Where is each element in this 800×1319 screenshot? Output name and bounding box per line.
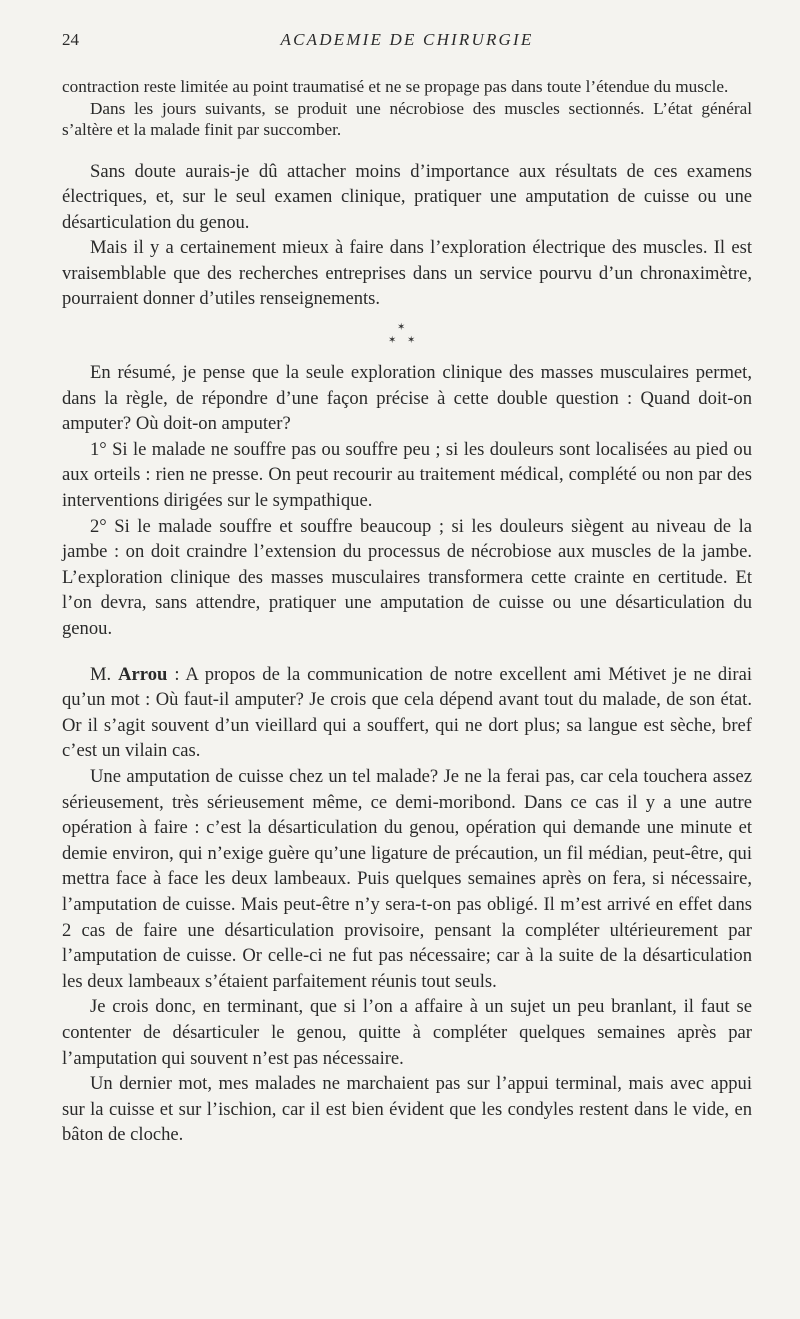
separator-star-top: ✶ [397,322,406,334]
page-body [62,76,752,1148]
separator-star-left: ✶ [388,335,397,347]
paragraph-point-1: 1° Si le malade ne souffre pas ou souffre peu ; si les douleurs sont localisées au pied ou aux orteils : rien ne presse. On peut recourir au traitement médical, complété ou non par des interventions dirigées sur le sympathique. [62,438,752,512]
paragraph-summary: En résumé, je pense que la seule exploration clinique des masses musculaires permet, dans la règle, de répondre d’une façon précise à cette double question : Quand doit-on amputer? Où doit-on amputer? [62,362,752,435]
running-title: ACADEMIE DE CHIRURGIE [280,30,534,49]
paragraph-final-word: Un dernier mot, mes malades ne marchaient pas sur l’appui terminal, mais avec appui sur la cuisse et sur l’ischion, car il est bien évident que les condyles restent dans le vide, en bâton de cloche. [62,1073,752,1146]
paragraph-continuation: contraction reste limitée au point traumatisé et ne se propage pas dans toute l’étendue du muscle. [62,77,729,96]
paragraph-arrou-intro [62,662,752,764]
page-number: 24 [62,30,79,49]
paragraph-chronaximeter: Mais il y a certainement mieux à faire dans l’exploration électrique des muscles. Il est vraisemblable que des recherches entreprises dans un service pourvu d’un chronaximètre, pourraient donner d’utiles renseignements. [62,237,752,310]
paragraph-electrical-exams: Sans doute aurais-je dû attacher moins d’importance aux résultats de ces examens électriques, et, sur le seul examen clinique, pratiquer une amputation de cuisse ou une désarticulation du genou. [62,160,752,233]
page-header [62,30,752,54]
paragraph-point-2: 2° Si le malade souffre et souffre beaucoup ; si les douleurs siègent au niveau de la jambe : on doit craindre l’extension du processus de nécrobiose aux muscles de la jambe. L’exploration clinique des masses musculaires transformera cette crainte en certitude. Et l’on devra, sans attendre, pratiquer une amputation de cuisse ou une désarticulation du genou. [62,515,752,639]
speaker-name: Arrou [118,663,168,685]
spacer [62,642,752,662]
paragraph-knee-disarticulation: Une amputation de cuisse chez un tel malade? Je ne la ferai pas, car cela touchera assez sérieusement, très sérieusement même, ce demi-moribond. Dans ce cas il y a une autre opération à faire : c’est la désarticulation du genou, opération qui demande une minute et demie environ, qui n’exige guère qu’une ligature de précaution, un fil médian, peut-être, qui mettra face à face les deux lambeaux. Puis quelques semaines après on fera, si nécessaire, l’amputation de cuisse. Mais peut-être n’y sera-t-on pas obligé. Il m’est arrivé en effet dans 2 cas de faire une désarticulation provisoire, pensant la compléter ultérieurement par l’amputation de cuisse. Or celle-ci ne fut pas nécessaire; car à la suite de la désarticulation les deux lambeaux s’étaient parfaitement réunis tout seuls. [62,765,752,992]
paragraph-necrobiosis: Dans les jours suivants, se produit une nécrobiose des muscles sectionnés. L’état général s’altère et la malade finit par succomber. [62,98,752,139]
speaker-prefix: M. [90,663,119,685]
separator-star-right: ✶ [407,335,416,347]
spacer [62,141,752,159]
speaker-text: : A propos de la communication de notre excellent ami Métivet je ne dirai qu’un mot : Où faut-il amputer? Je crois que cela dépend avant tout du malade, de son état. Or il s’agit souvent d’un vieillard qui a souffert, qui ne dort plus; sa langue est sèche, bref c’est un vilain cas. [62,663,752,762]
section-separator [62,320,752,360]
paragraph-conclusion: Je crois donc, en terminant, que si l’on a affaire à un sujet un peu branlant, il faut se contenter de désarticuler le genou, quitte à compléter quelques semaines après par l’amputation qui souvent n’est pas nécessaire. [62,996,752,1069]
